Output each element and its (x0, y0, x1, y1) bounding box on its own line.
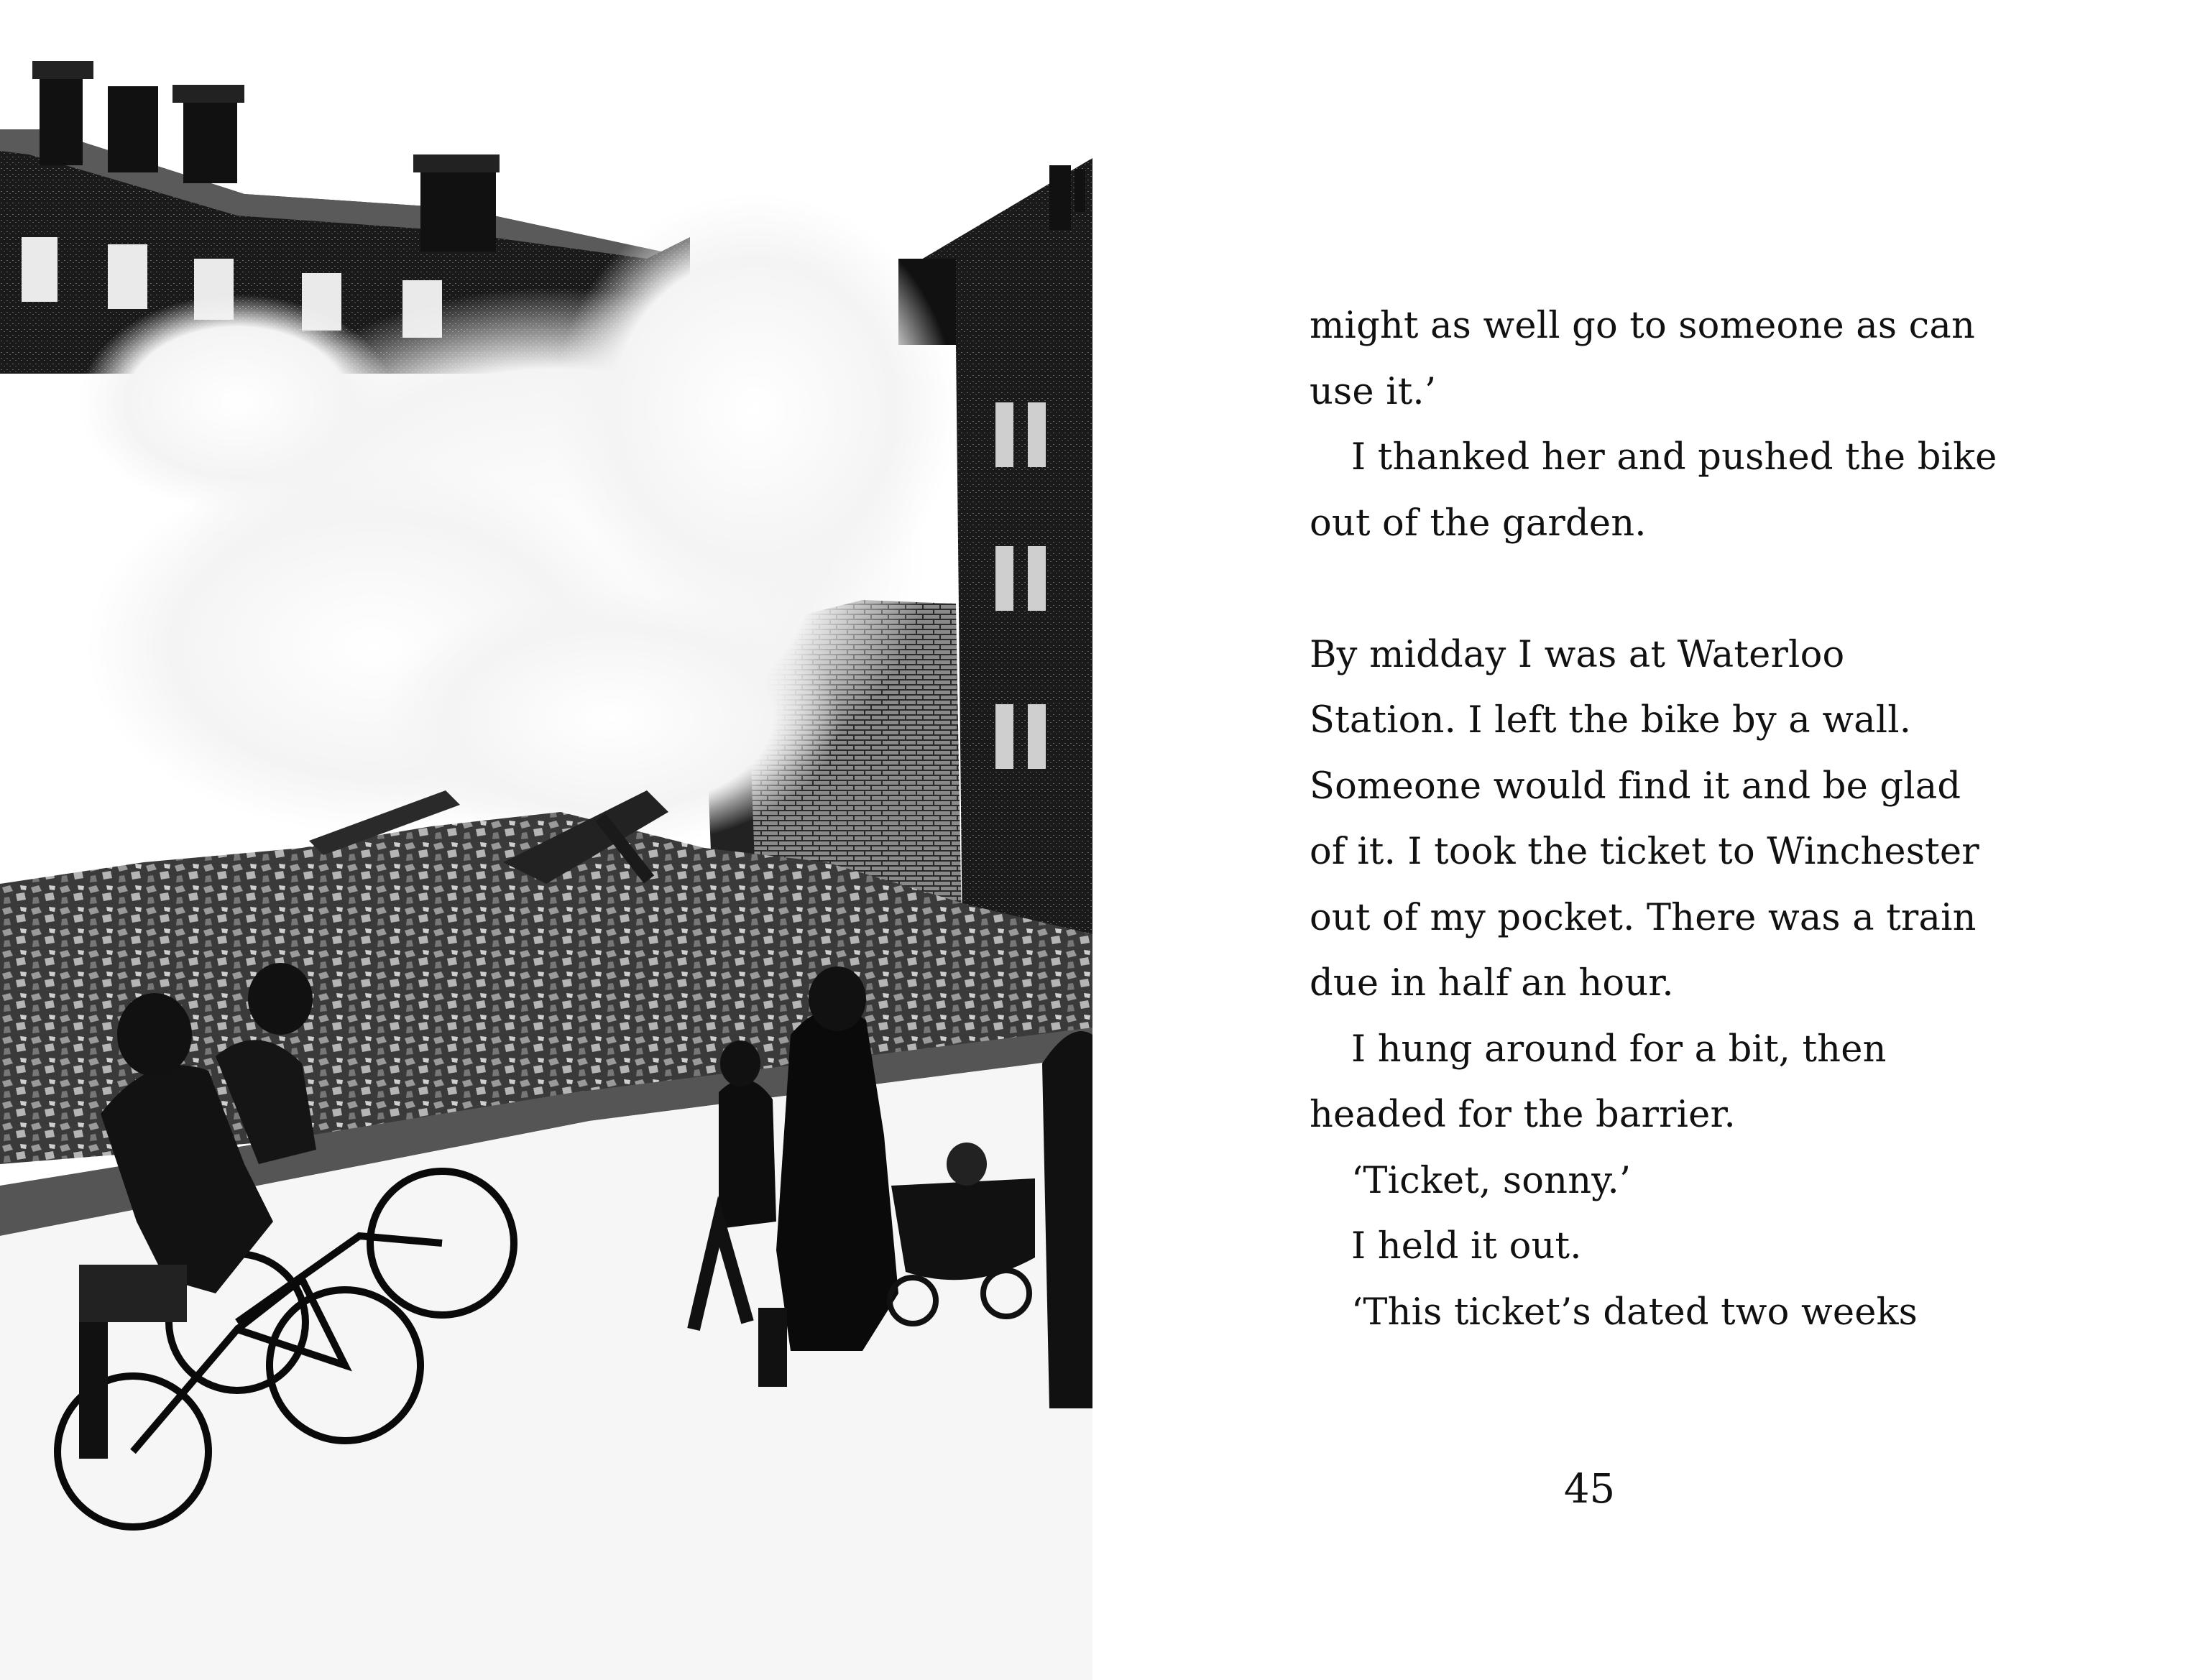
text-line: Someone would find it and be glad (1310, 765, 1961, 808)
paragraph-gap (1310, 556, 2086, 622)
blitz-street-photo-icon (0, 0, 1092, 1680)
text-line: Station. I left the bike by a wall. (1310, 699, 1912, 742)
photo-illustration (0, 0, 1092, 1680)
text-line: I held it out. (1351, 1225, 1582, 1268)
body-text (1310, 293, 2086, 1345)
text-line: due in half an hour. (1310, 962, 1674, 1005)
page-number: 45 (1563, 1466, 1616, 1513)
text-line: I hung around for a bit, then (1351, 1028, 1887, 1071)
text-line: headed for the barrier. (1310, 1094, 1736, 1136)
text-line: of it. I took the ticket to Winchester (1310, 831, 1979, 873)
text-line: ‘This ticket’s dated two weeks (1351, 1291, 1918, 1334)
text-line: might as well go to someone as can (1310, 305, 1976, 347)
text-line: use it.’ (1310, 370, 1437, 413)
text-line: out of the garden. (1310, 502, 1647, 545)
text-line: ‘Ticket, sonny.’ (1351, 1159, 1632, 1202)
text-line: out of my pocket. There was a train (1310, 896, 1977, 939)
text-line: I thanked her and pushed the bike (1351, 436, 1997, 479)
text-line: By midday I was at Waterloo (1310, 633, 1845, 676)
text-page (1092, 0, 2190, 1680)
